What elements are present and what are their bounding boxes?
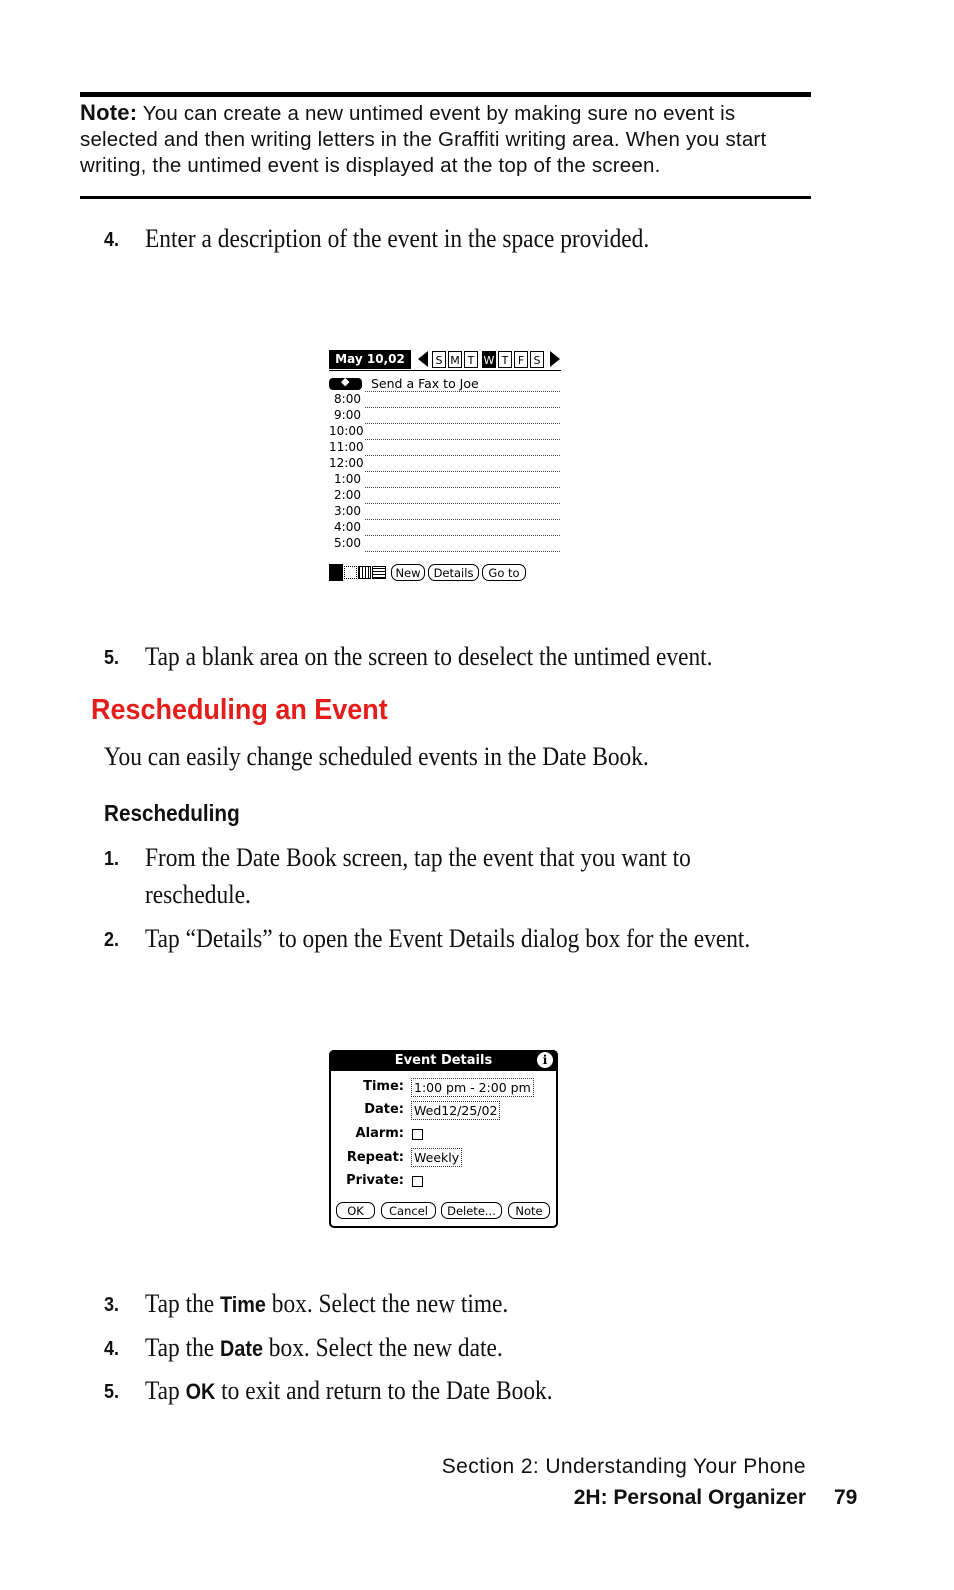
private-checkbox[interactable]	[412, 1176, 423, 1187]
note-bottom-rule	[80, 196, 811, 199]
time-slot-label: 3:00	[334, 504, 361, 518]
details-button[interactable]: Details	[428, 564, 479, 581]
note-text: Note: You can create a new untimed event by making sure no event is selected and then writing letters in the Graffiti writing area. When you start writing, the untimed event is displayed at the top of the screen.	[80, 100, 767, 177]
next-week-arrow-icon[interactable]	[550, 351, 560, 367]
day-button[interactable]: M	[448, 351, 462, 368]
time-slot-label: 5:00	[334, 536, 361, 550]
footer-section: Section 2: Understanding Your Phone	[441, 1455, 806, 1478]
header-underline	[329, 370, 561, 371]
private-label: Private:	[346, 1173, 404, 1188]
time-slot-label: 4:00	[334, 520, 361, 534]
untimed-event-diamond-icon[interactable]	[329, 378, 362, 390]
time-slot-label: 2:00	[334, 488, 361, 502]
time-slot-line[interactable]	[365, 439, 560, 440]
agenda-view-icon[interactable]	[372, 566, 386, 579]
day-button[interactable]: S	[530, 351, 544, 368]
repeat-label: Repeat:	[346, 1150, 404, 1165]
prev-week-arrow-icon[interactable]	[418, 351, 428, 367]
dialog-title: Event Details	[329, 1050, 558, 1071]
time-slot-label: 1:00	[334, 472, 361, 486]
info-icon[interactable]: i	[537, 1052, 553, 1068]
new-button[interactable]: New	[391, 564, 425, 581]
day-button[interactable]: T	[498, 351, 512, 368]
time-slot-label: 11:00	[329, 440, 364, 454]
time-slot-line[interactable]	[365, 407, 560, 408]
page-number: 79	[834, 1486, 858, 1509]
note-top-rule	[80, 92, 811, 97]
week-view-icon[interactable]	[344, 566, 357, 579]
time-slot-label: 8:00	[334, 392, 361, 406]
time-slot-line[interactable]	[365, 503, 560, 504]
day-view-icon[interactable]	[329, 564, 343, 581]
time-slot-label: 10:00	[329, 424, 364, 438]
time-slot-line[interactable]	[365, 519, 560, 520]
date-box[interactable]: Wed12/25/02	[411, 1101, 500, 1120]
cancel-button[interactable]: Cancel	[381, 1202, 436, 1219]
time-box[interactable]: 1:00 pm - 2:00 pm	[411, 1078, 534, 1097]
event-line	[365, 391, 560, 392]
month-view-icon[interactable]	[358, 566, 371, 579]
day-button-selected[interactable]: W	[482, 351, 496, 368]
time-slot-label: 9:00	[334, 408, 361, 422]
footer-chapter: 2H: Personal Organizer	[573, 1486, 806, 1509]
time-slot-label: 12:00	[329, 456, 364, 470]
section-title: Rescheduling an Event	[91, 694, 388, 726]
time-slot-line[interactable]	[365, 535, 560, 536]
go-to-button[interactable]: Go to	[482, 564, 526, 581]
time-slot-line[interactable]	[365, 551, 560, 552]
subheading: Rescheduling	[104, 800, 240, 826]
time-slot-line[interactable]	[365, 455, 560, 456]
time-label: Time:	[363, 1079, 404, 1094]
day-button[interactable]: S	[432, 351, 446, 368]
time-slot-line[interactable]	[365, 471, 560, 472]
alarm-checkbox[interactable]	[412, 1129, 423, 1140]
delete-button[interactable]: Delete...	[441, 1202, 502, 1219]
time-slot-line[interactable]	[365, 487, 560, 488]
intro-text: You can easily change scheduled events in the Date Book.	[104, 742, 649, 771]
time-slot-line[interactable]	[365, 423, 560, 424]
untimed-event-text[interactable]: Send a Fax to Joe	[371, 376, 479, 391]
datebook-date[interactable]: May 10,02	[329, 350, 411, 369]
day-button[interactable]: F	[514, 351, 528, 368]
alarm-label: Alarm:	[355, 1126, 404, 1141]
repeat-box[interactable]: Weekly	[411, 1148, 462, 1167]
day-button[interactable]: T	[464, 351, 478, 368]
note-button[interactable]: Note	[508, 1202, 550, 1219]
date-label: Date:	[364, 1102, 404, 1117]
ok-button[interactable]: OK	[336, 1202, 375, 1219]
